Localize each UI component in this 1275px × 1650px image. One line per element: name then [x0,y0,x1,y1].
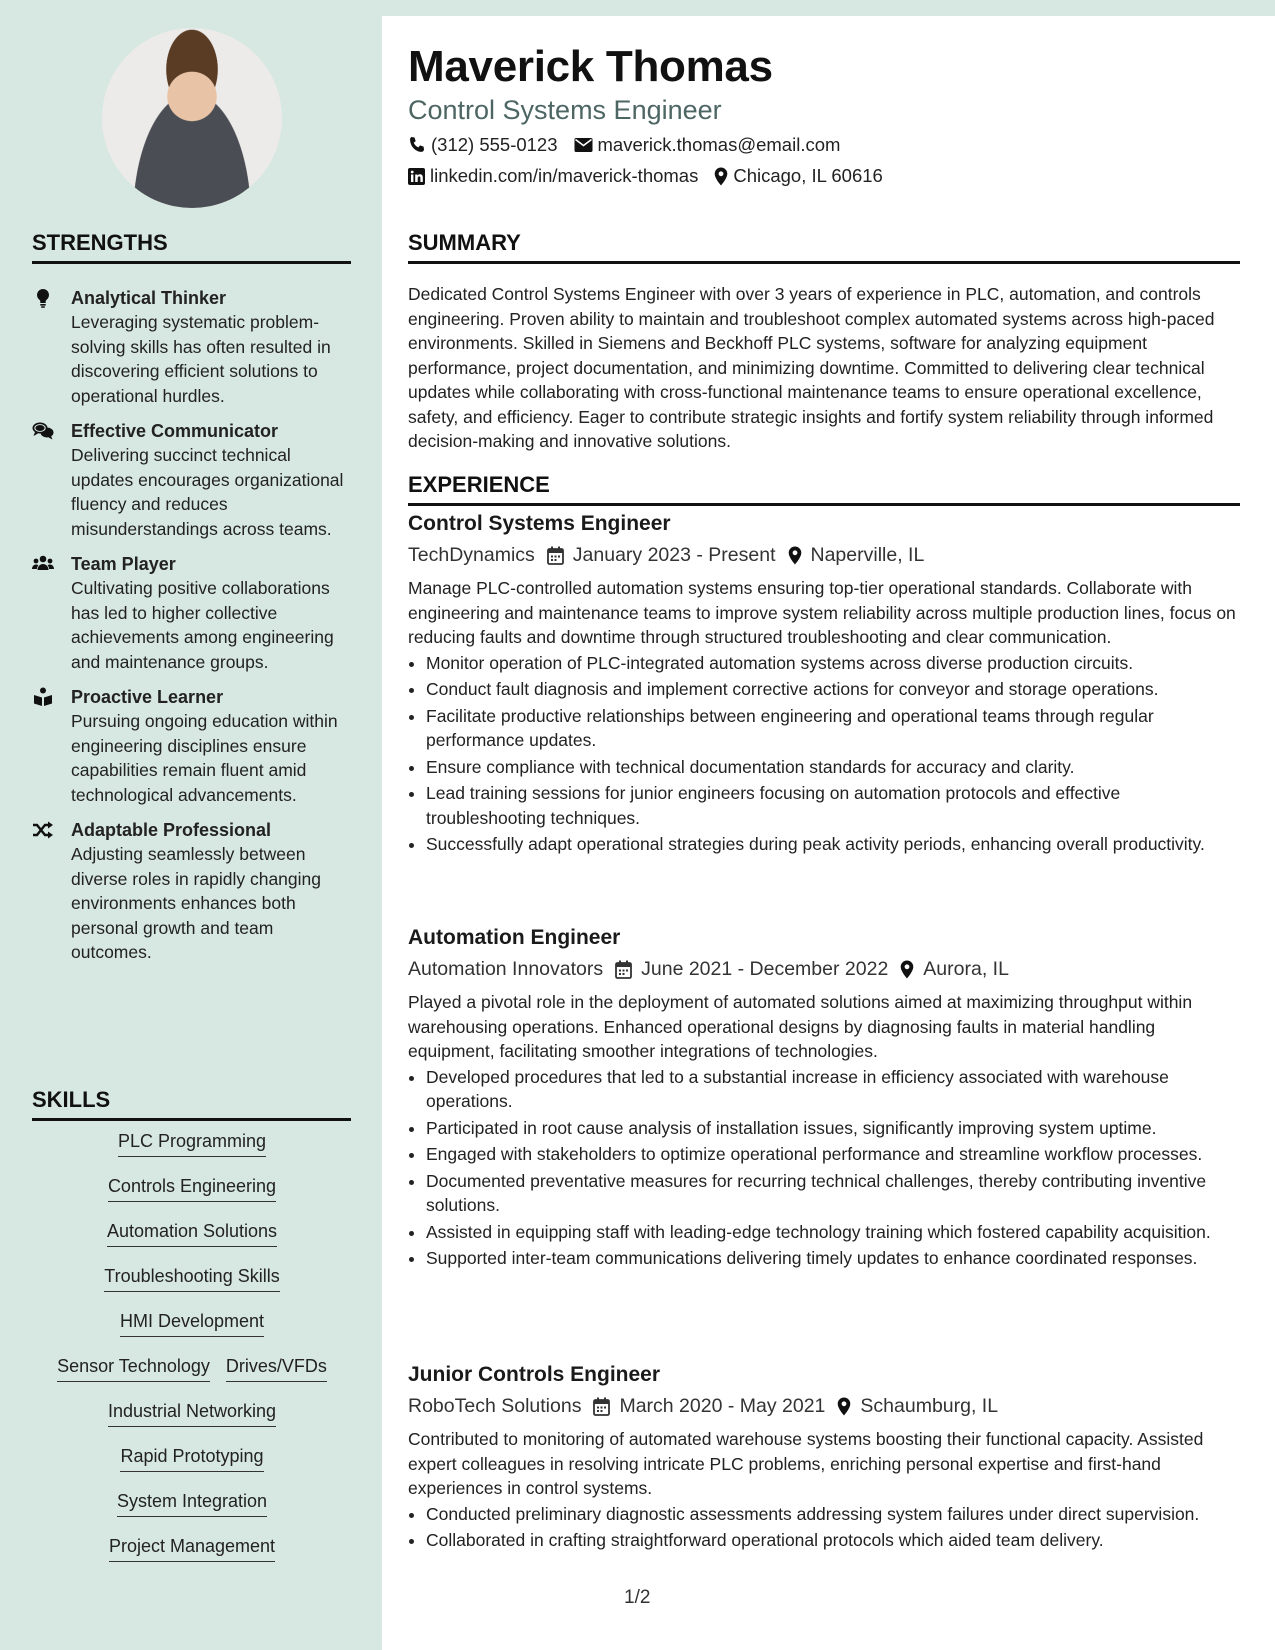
company-name: TechDynamics [408,543,535,566]
book-reader-icon [32,687,54,707]
job-entry [408,1361,1240,1555]
contact-row [408,134,856,156]
job-dates-text: June 2021 - December 2022 [641,957,889,980]
job-bullets [408,1065,1240,1271]
skills-list [32,1131,352,1581]
bullet-item: • Ensure compliance with technical documentation standards for accuracy and clarity. [426,755,1240,780]
job-entry [408,924,1240,1273]
strength-title: Team Player [71,554,176,574]
strength-title: Proactive Learner [71,687,224,707]
job-dates [615,958,888,981]
summary-heading: SUMMARY [408,230,1240,264]
strength-item [32,818,352,965]
strength-title: Effective Communicator [71,421,279,441]
calendar-icon [615,960,632,979]
email-contact[interactable] [574,134,841,156]
contact-row [408,165,899,187]
map-pin-icon [900,960,914,979]
skill-tag: Sensor Technology [57,1356,210,1382]
sidebar [0,0,382,1650]
summary-text: Dedicated Control Systems Engineer with over 3 years of experience in PLC, automation, and controls engineering. Proven ability to maintain and troubleshoot complex automated systems across high-paced environments. Skilled in Siemens and Beckhoff PLC systems, software for analyzing equipment performance, project documentation, and minimizing downtime. Committed to delivering clear technical updates while collaborating with cross-functional maintenance teams to ensure operational excellence, safety, and efficiency. Eager to contribute strategic insights and fortify system reliability through informed decision-making and innovative solutions. [408,284,1215,451]
job-meta [408,1389,1240,1423]
skill-tag: PLC Programming [118,1131,266,1157]
linkedin-text[interactable]: linkedin.com/in/maverick-thomas [430,165,699,186]
job-bullets [408,651,1240,857]
users-icon [32,554,54,574]
skill-tag: Automation Solutions [107,1221,277,1247]
linkedin-icon [408,168,425,185]
skills-heading: SKILLS [32,1087,351,1121]
candidate-role: Control Systems Engineer [408,95,722,125]
skill-tag: Troubleshooting Skills [104,1266,279,1292]
calendar-icon [593,1397,610,1416]
job-dates-text: January 2023 - Present [572,543,776,566]
profile-photo [102,28,282,208]
strength-item [32,685,352,807]
page-number: 1/2 [624,1587,651,1608]
job-location-text: Aurora, IL [923,957,1009,980]
job-title: Junior Controls Engineer [408,1363,661,1386]
skill-tag: System Integration [117,1491,267,1517]
strength-title: Analytical Thinker [71,288,227,308]
calendar-icon [547,546,564,565]
candidate-name: Maverick Thomas [408,42,773,91]
job-dates [593,1395,825,1418]
skill-tag: Controls Engineering [108,1176,276,1202]
bullet-item: • Conducted preliminary diagnostic assessments addressing system failures under direct supervision. [426,1502,1240,1527]
job-title: Automation Engineer [408,926,621,949]
skill-tag: Rapid Prototyping [120,1446,263,1472]
strength-item [32,286,352,408]
location-contact [714,165,882,187]
company-name: RoboTech Solutions [408,1394,582,1417]
bullet-item: • Supported inter-team communications delivering timely updates to enhance coordinated responses. [426,1246,1240,1271]
map-pin-icon [714,167,728,186]
strengths-heading: STRENGTHS [32,230,351,264]
job-description: Played a pivotal role in the deployment of automated solutions aimed at maximizing throughput within warehousing operations. Enhanced operational designs by diagnosing faults in material handling equipment, facilitating smoother integrations of technologies. [408,992,1193,1061]
phone-contact [408,134,558,156]
bullet-item: • Engaged with stakeholders to optimize operational performance and streamline workflow processes. [426,1142,1240,1167]
strengths-list [32,286,352,976]
job-description: Contributed to monitoring of automated warehouse systems boosting their functional capacity. Assisted expert colleagues in resolving intricate PLC problems, enriching personal expertise and first-hand experiences in control systems. [408,1429,1204,1498]
strength-item [32,419,352,541]
phone-text: (312) 555-0123 [431,134,558,155]
job-meta [408,538,1240,572]
skill-tag: HMI Development [120,1311,264,1337]
bullet-item: • Developed procedures that led to a substantial increase in efficiency associated with warehouse operations. [426,1065,1240,1114]
job-dates-text: March 2020 - May 2021 [619,1394,826,1417]
bullet-item: • Conduct fault diagnosis and implement corrective actions for conveyor and storage operations. [426,677,1240,702]
chat-icon [32,421,54,441]
lightbulb-icon [32,288,54,308]
skill-tag: Project Management [109,1536,275,1562]
skill-tag: Drives/VFDs [226,1356,327,1382]
bullet-item: • Lead training sessions for junior engineers focusing on automation protocols and effective troubleshooting techniques. [426,781,1240,830]
main-content [382,16,1275,1650]
shuffle-icon [32,820,54,840]
bullet-item: • Collaborated in crafting straightforward operational protocols which aided team delivery. [426,1528,1240,1553]
bullet-item: • Successfully adapt operational strategies during peak activity periods, enhancing overall productivity. [426,832,1240,857]
linkedin-contact[interactable] [408,165,698,187]
job-location [788,544,925,567]
strength-description: Pursuing ongoing education within engineering disciplines ensure capabilities remain fluent amid technological advancements. [71,711,338,805]
job-location [837,1395,998,1418]
job-location-text: Naperville, IL [810,543,925,566]
skill-tag: Industrial Networking [108,1401,276,1427]
phone-icon [408,136,426,154]
job-title: Control Systems Engineer [408,512,671,535]
bullet-item: • Documented preventative measures for recurring technical challenges, thereby contributing inventive solutions. [426,1169,1240,1218]
map-pin-icon [837,1397,851,1416]
job-location-text: Schaumburg, IL [860,1394,999,1417]
bullet-item: • Facilitate productive relationships between engineering and operational teams through regular performance updates. [426,704,1240,753]
strength-description: Delivering succinct technical updates encourages organizational fluency and reduces misunderstandings across teams. [71,445,344,539]
map-pin-icon [788,546,802,565]
company-name: Automation Innovators [408,957,604,980]
envelope-icon [574,137,593,153]
bullet-item: • Monitor operation of PLC-integrated automation systems across diverse production circuits. [426,651,1240,676]
strength-description: Leveraging systematic problem-solving skills has often resulted in discovering efficient solutions to operational hurdles. [71,312,331,406]
strength-description: Cultivating positive collaborations has led to higher collective achievements among engineering and maintenance groups. [71,578,334,672]
experience-heading: EXPERIENCE [408,472,1240,506]
strength-title: Adaptable Professional [71,820,272,840]
bullet-item: • Assisted in equipping staff with leading-edge technology training which fostered capability acquisition. [426,1220,1240,1245]
job-location [900,958,1009,981]
location-text: Chicago, IL 60616 [733,165,883,186]
job-entry [408,510,1240,859]
bullet-item: • Participated in root cause analysis of installation issues, significantly improving system uptime. [426,1116,1240,1141]
strength-description: Adjusting seamlessly between diverse roles in rapidly changing environments enhances both personal growth and team outcomes. [71,844,321,962]
job-dates [547,544,776,567]
job-bullets [408,1502,1240,1553]
strength-item [32,552,352,674]
job-description: Manage PLC-controlled automation systems ensuring top-tier operational standards. Collaborate with engineering and maintenance teams to improve system reliability across multiple production lines, focus on reducing faults and downtime through structured troubleshooting and clear communication. [408,578,1236,647]
job-meta [408,952,1240,986]
email-text[interactable]: maverick.thomas@email.com [597,134,841,155]
